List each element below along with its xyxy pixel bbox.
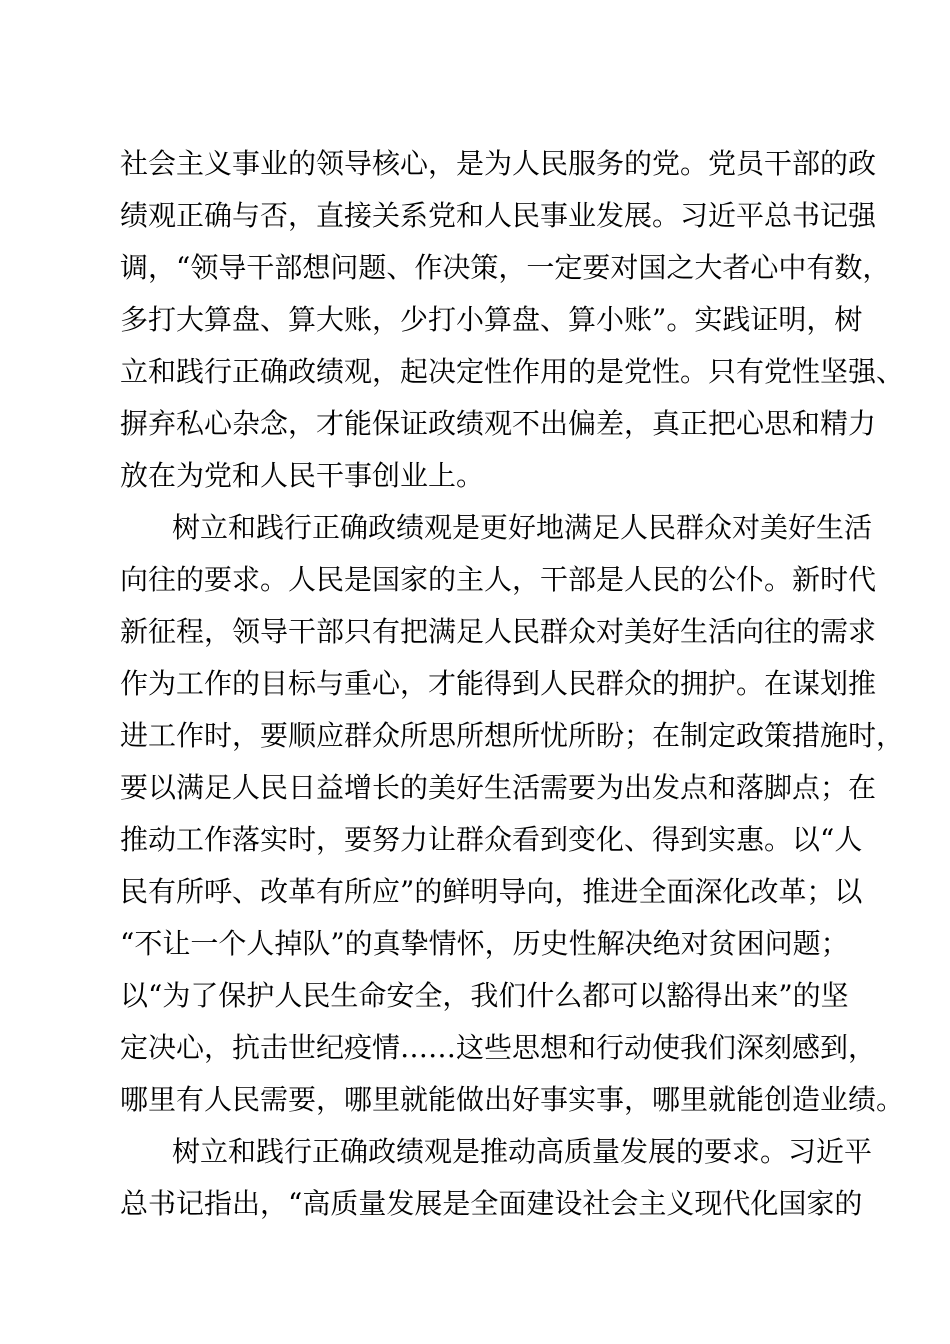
- text-line: 社会主义事业的领导核心，是为人民服务的党。党员干部的政: [120, 147, 877, 180]
- text-line: 摒弃私心杂念，才能保证政绩观不出偏差，真正把心思和精力: [120, 407, 877, 440]
- paragraph-first-line: 树立和践行正确政绩观是推动高质量发展的要求。习近平: [172, 1135, 873, 1168]
- text-line: “不让一个人掉队”的真挚情怀，历史性解决绝对贫困问题；: [120, 927, 849, 960]
- text-line: 作为工作的目标与重心，才能得到人民群众的拥护。在谋划推: [120, 667, 877, 700]
- text-line: 总书记指出，“高质量发展是全面建设社会主义现代化国家的: [120, 1187, 863, 1220]
- text-line: 以“为了保护人民生命安全，我们什么都可以豁得出来”的坚: [120, 979, 849, 1012]
- text-line: 推动工作落实时，要努力让群众看到变化、得到实惠。以“人: [120, 823, 863, 856]
- text-line: 进工作时，要顺应群众所思所想所忧所盼；在制定政策措施时，: [120, 719, 905, 752]
- text-line: 哪里有人民需要，哪里就能做出好事实事，哪里就能创造业绩。: [120, 1083, 905, 1116]
- text-line: 定决心，抗击世纪疫情……这些思想和行动使我们深刻感到，: [120, 1031, 877, 1064]
- text-line: 多打大算盘、算大账，少打小算盘、算小账”。实践证明，树: [120, 303, 863, 336]
- text-line: 民有所呼、改革有所应”的鲜明导向，推进全面深化改革；以: [120, 875, 863, 908]
- text-line: 放在为党和人民干事创业上。: [120, 459, 485, 492]
- paragraph-first-line: 树立和践行正确政绩观是更好地满足人民群众对美好生活: [172, 511, 873, 544]
- text-line: 立和践行正确政绩观，起决定性作用的是党性。只有党性坚强、: [120, 355, 905, 388]
- text-line: 调，“领导干部想问题、作决策，一定要对国之大者心中有数，: [120, 251, 891, 284]
- text-line: 要以满足人民日益增长的美好生活需要为出发点和落脚点；在: [120, 771, 877, 804]
- text-line: 绩观正确与否，直接关系党和人民事业发展。习近平总书记强: [120, 199, 877, 232]
- text-line: 向往的要求。人民是国家的主人，干部是人民的公仆。新时代: [120, 563, 877, 596]
- text-line: 新征程，领导干部只有把满足人民群众对美好生活向往的需求: [120, 615, 877, 648]
